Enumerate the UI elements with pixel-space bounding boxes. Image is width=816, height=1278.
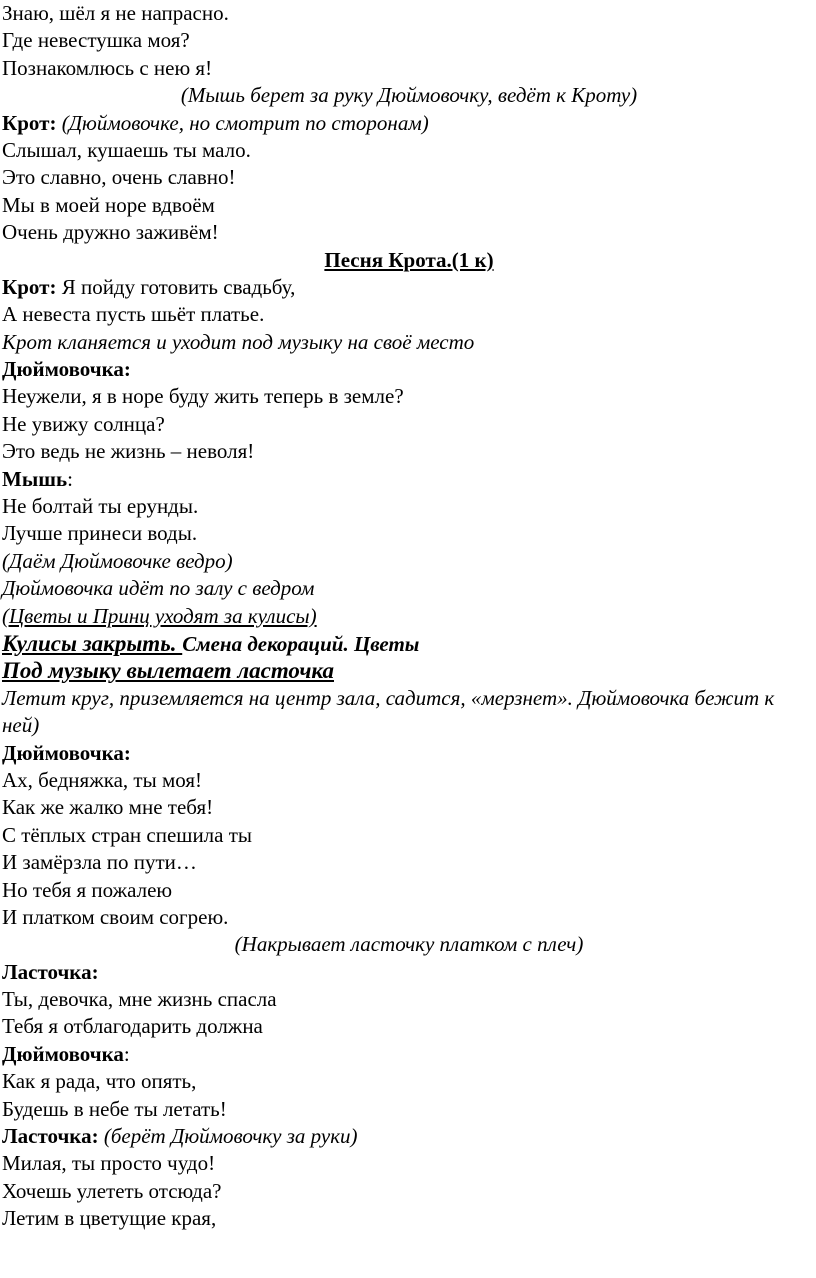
text-line: Хочешь улететь отсюда?	[2, 1178, 222, 1203]
text-line: Милая, ты просто чудо!	[2, 1151, 216, 1176]
text-line: Как я рада, что опять,	[2, 1069, 197, 1094]
text-line: Неужели, я в норе буду жить теперь в земле?	[2, 384, 404, 409]
speaker-name: Крот:	[2, 274, 57, 299]
speaker-name: Дюймовочка	[2, 1041, 124, 1066]
stage-direction: (Накрывает ласточку платком с плеч)	[234, 932, 584, 957]
speaker-line	[2, 1041, 816, 1068]
text-line: Слышал, кушаешь ты мало.	[2, 137, 251, 162]
text-line: Летим в цветущие края,	[2, 1206, 217, 1231]
text-line: С тёплых стран спешила ты	[2, 822, 253, 847]
stage-direction: (Мышь берет за руку Дюймовочку, ведёт к Кроту)	[180, 83, 638, 108]
speaker-name: Дюймовочка:	[2, 740, 131, 765]
stage-direction: Крот кланяется и уходит под музыку на своё место	[2, 329, 475, 354]
curtain-instruction: Кулисы закрыть.	[2, 630, 183, 656]
text-line: И замёрзла по пути…	[2, 850, 197, 875]
speaker-line	[2, 274, 816, 301]
text-line: Но тебя я пожалею	[2, 877, 173, 902]
speaker-name: Мышь	[2, 466, 68, 491]
speaker-colon: :	[67, 466, 73, 491]
text-line: Познакомлюсь с нею я!	[2, 55, 213, 80]
text-line: Мы в моей норе вдвоём	[2, 192, 215, 217]
stage-direction: (Цветы и Принц уходят за кулисы)	[2, 603, 317, 628]
speaker-name: Дюймовочка:	[2, 357, 131, 382]
speaker-name: Крот:	[2, 110, 57, 135]
text-line: Это славно, очень славно!	[2, 165, 236, 190]
text-line: Как же жалко мне тебя!	[2, 795, 214, 820]
scene-instruction	[2, 630, 816, 657]
stage-direction: (берёт Дюймовочку за руки)	[98, 1124, 358, 1149]
stage-direction: Дюймовочка идёт по залу с ведром	[2, 576, 315, 601]
speaker-colon: :	[123, 1041, 130, 1066]
stage-direction: (Даём Дюймовочке ведро)	[2, 548, 233, 573]
speaker-line	[2, 466, 816, 493]
text-line: Очень дружно заживём!	[2, 220, 219, 245]
scene-change: Смена декораций. Цветы	[182, 631, 420, 656]
scene-heading: Под музыку вылетает ласточка	[2, 658, 334, 684]
text-line: Будешь в небе ты летать!	[2, 1096, 227, 1121]
speaker-line	[2, 1123, 816, 1150]
spoken-text: Я пойду готовить свадьбу,	[56, 274, 296, 299]
text-line: Знаю, шёл я не напрасно.	[2, 1, 229, 25]
stage-direction: Летит круг, приземляется на центр зала, садится, «мерзнет». Дюймовочка бежит к ней)	[2, 685, 775, 738]
text-line: Это ведь не жизнь – неволя!	[2, 439, 255, 464]
speaker-name: Ласточка:	[2, 1124, 99, 1149]
text-line: Тебя я отблагодарить должна	[2, 1014, 263, 1039]
text-line: А невеста пусть шьёт платье.	[2, 302, 265, 327]
text-line: Ах, бедняжка, ты моя!	[2, 767, 202, 792]
song-heading: Песня Крота.(1 к)	[324, 247, 494, 272]
text-line: И платком своим согрею.	[2, 904, 229, 929]
text-line: Не болтай ты ерунды.	[2, 494, 199, 519]
text-line: Где невестушка моя?	[2, 28, 190, 53]
text-line: Ты, девочка, мне жизнь спасла	[2, 987, 277, 1012]
text-line: Лучше принеси воды.	[2, 521, 198, 546]
stage-direction: (Дюймовочке, но смотрит по сторонам)	[61, 110, 429, 135]
speaker-name: Ласточка:	[2, 959, 99, 984]
speaker-line	[2, 110, 816, 137]
text-line: Не увижу солнца?	[2, 411, 165, 436]
